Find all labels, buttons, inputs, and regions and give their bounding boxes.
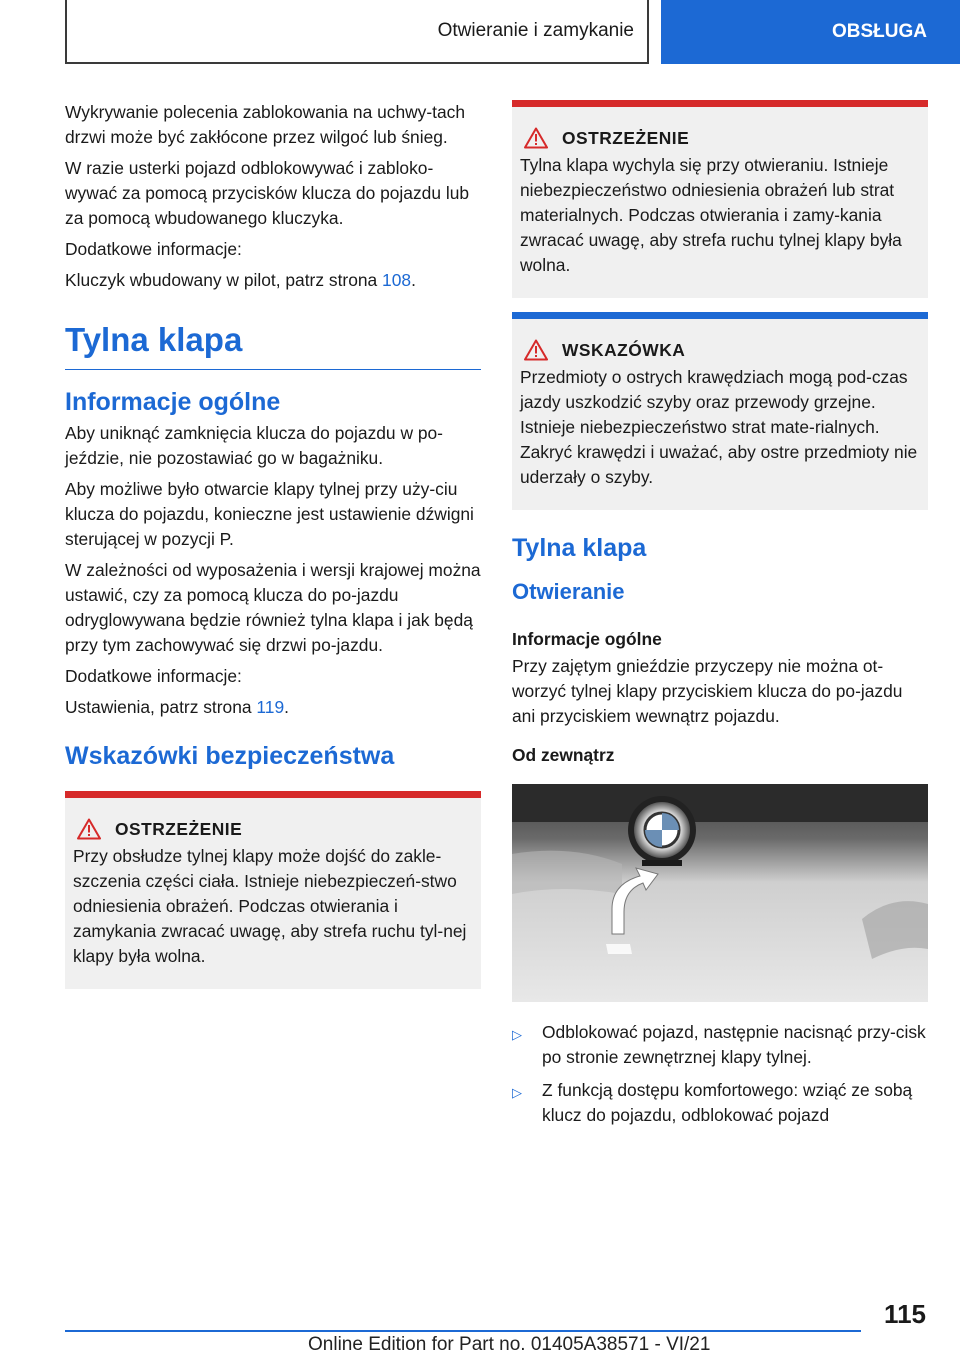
tailgate-button-photo [512,784,928,1002]
minor-heading: Informacje ogólne [512,629,662,649]
warning-title: OSTRZEŻENIE [115,818,243,839]
warning-title: OSTRZEŻENIE [562,127,690,148]
notice-title-row [520,339,920,361]
paragraph: W zależności od wyposażenia i wersji krajowej można ustawić, czy za pomocą klucza do po-jazdu odryglowywana będzie również tylna klapa i jak będą przy tym zachowywać się drzwi po-jazdu. [65,560,481,655]
warning-triangle-icon [77,818,101,840]
step-list [512,1020,928,1128]
notice-box [512,312,928,510]
subsection-heading: Otwieranie [512,579,625,604]
warning-title-row [520,127,920,149]
step-text: Z funkcją dostępu komfortowego: wziąć ze sobą klucz do pojazdu, odblokować pojazd [542,1080,913,1125]
page-link-108[interactable]: 108 [382,270,412,290]
step-text: Odblokować pojazd, następnie nacisnąć przy-cisk po stronie zewnętrznej klapy tylnej. [542,1022,926,1067]
punctuation: . [284,697,289,717]
notice-text: Przedmioty o ostrych krawędziach mogą pod-czas jazdy uszkodzić szyby oraz przewody grzejne. Istnieje niebezpieczeństwo strat mate-rialnych. Zakryć krawędzi i uważać, aby ostre przedmioty nie uderzały o szyby. [520,367,918,487]
left-column [65,100,481,989]
right-column [512,100,928,1136]
page-number: 115 [884,1299,926,1329]
section-heading: Informacje ogólne [65,388,281,416]
paragraph-text: Ustawienia, patrz strona [65,697,257,717]
notice-title: WSKAZÓWKA [562,339,686,360]
warning-box [512,100,928,298]
footer-edition: Online Edition for Part no. 01405A38571 - VI/21 [308,1334,711,1355]
warning-triangle-icon [524,339,548,361]
paragraph: Wykrywanie polecenia zablokowania na uchwy-tach drzwi może być zakłócone przez wilgoć lub śnieg. [65,102,466,147]
triangle-bullet-icon: ▷ [512,1085,522,1100]
paragraph-with-link [65,695,481,720]
paragraph: Przy zajętym gnieździe przyczepy nie można ot-worzyć tylnej klapy przyciskiem klucza do po-jazdu ani przyciskiem wewnątrz pojazdu. [512,656,903,726]
triangle-bullet-icon: ▷ [512,1027,522,1042]
chapter-tab-label: OBSŁUGA [832,21,927,42]
footer-rule [65,1330,861,1332]
page-link-119[interactable]: 119 [256,697,285,717]
paragraph: Aby uniknąć zamknięcia klucza do pojazdu w po-jeździe, nie pozostawiać go w bagażniku. [65,423,443,468]
section-heading: Tylna klapa [512,534,647,562]
warning-box [65,791,481,989]
warning-text: Tylna klapa wychyla się przy otwieraniu. Istnieje niebezpieczeństwo odniesienia obrażeń lub strat materialnych. Podczas otwierania i zamy-kania zwracać uwagę, aby strefa ruchu tylnej klapy była wolna. [520,155,902,275]
paragraph: Aby możliwe było otwarcie klapy tylnej przy uży-ciu klucza do pojazdu, konieczne jest ustawienie dźwigni sterującej w pozycji P. [65,479,474,549]
chapter-heading: Tylna klapa [65,321,481,370]
paragraph: W razie usterki pojazd odblokowywać i zabloko-wywać za pomocą przycisków klucza do pojazdu lub za pomocą wbudowanego kluczyka. [65,158,470,228]
punctuation: . [411,270,416,290]
list-item [512,1020,928,1070]
section-heading: Wskazówki bezpieczeństwa [65,742,395,770]
minor-heading: Od zewnątrz [512,745,615,765]
paragraph-with-link [65,268,481,293]
paragraph: Dodatkowe informacje: [65,666,242,686]
section-title: Otwieranie i zamykanie [437,20,634,41]
paragraph-text: Kluczyk wbudowany w pilot, patrz strona [65,270,383,290]
warning-text: Przy obsłudze tylnej klapy może dojść do zakle-szczenia części ciała. Istnieje niebezpieczeń-stwo odniesienia obrażeń. Podczas otwierania i zamykania zwracać uwagę, aby strefa ruchu tyl-nej klapy była wolna. [73,846,467,966]
warning-title-row [73,818,473,840]
header-chapter-tab[interactable] [661,0,960,64]
paragraph: Dodatkowe informacje: [65,239,242,259]
header-section-title [65,0,649,64]
warning-triangle-icon [524,127,548,149]
list-item [512,1078,928,1128]
